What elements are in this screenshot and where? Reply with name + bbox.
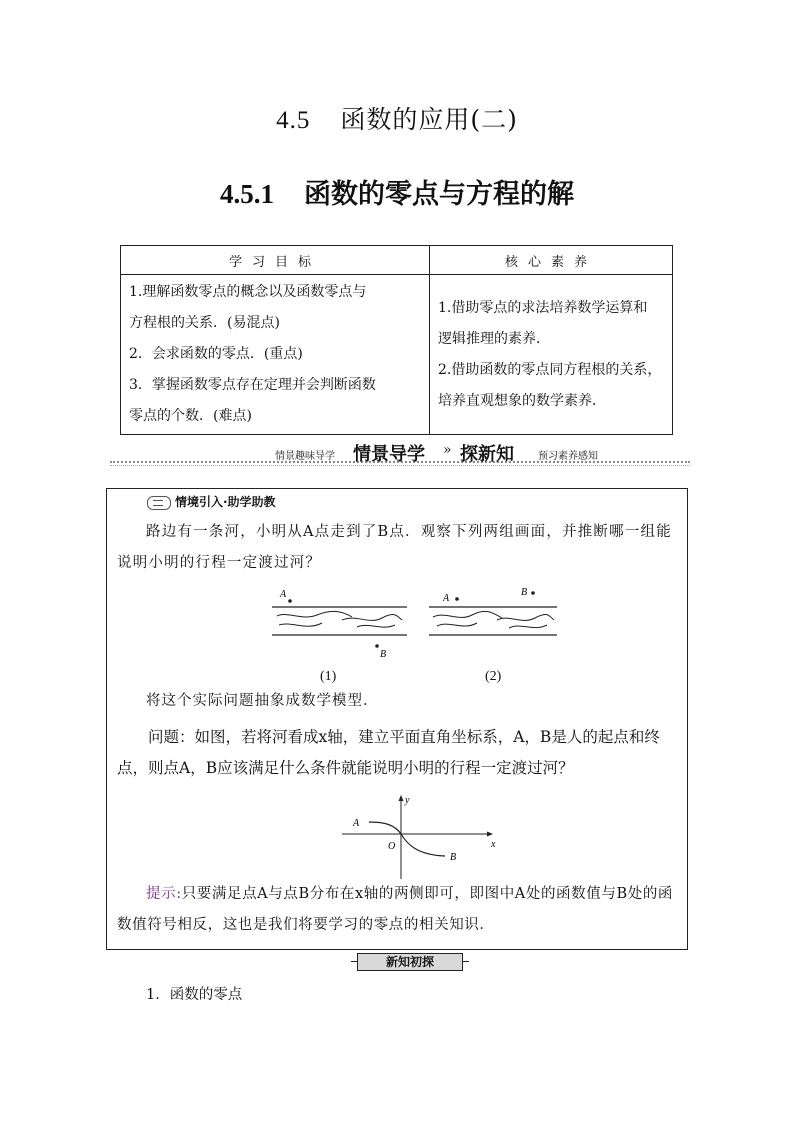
y-axis-arrow-icon [399, 795, 404, 801]
figure-2-caption: (2) [485, 669, 502, 684]
goal-line: 1.理解函数零点的概念以及函数零点与 [129, 284, 367, 300]
y-axis-label: y [405, 795, 410, 806]
river-figure-1 [272, 589, 407, 660]
section-name: 函数的零点与方程的解 [304, 179, 574, 210]
x-axis-label: x [491, 839, 496, 850]
point-b-marker [531, 591, 535, 595]
point-a-label: A [353, 818, 360, 829]
goal-line: 零点的个数．(难点) [129, 408, 252, 424]
section-banner [110, 440, 690, 466]
literacy-line: 1.借助零点的求法培养数学运算和 [438, 299, 648, 316]
chapter-number: 4.5 [276, 107, 311, 134]
point-a-marker [455, 597, 459, 601]
river-wave [433, 611, 502, 618]
goal-line: 方程根的关系．(易混点) [129, 315, 280, 331]
coordinate-graph [107, 789, 687, 889]
point-a-label: A [443, 593, 450, 604]
river-figure-2 [429, 587, 557, 635]
x-axis-arrow-icon [487, 832, 493, 837]
chapter-title [0, 100, 794, 136]
core-literacy-cell [430, 275, 673, 435]
function-curve [369, 822, 445, 856]
hint-paragraph [117, 879, 681, 941]
new-knowledge-tag: 新知初探 [357, 953, 463, 971]
banner-arrow-icon: » [443, 442, 452, 458]
goals-header-literacy: 核心素养 [430, 246, 673, 275]
point-a-marker [288, 599, 292, 603]
figure-1-caption: (1) [320, 669, 337, 684]
literacy-line: 逻辑推理的素养． [438, 330, 550, 347]
chapter-name: 函数的应用(二) [340, 105, 518, 134]
origin-label: O [388, 841, 396, 852]
model-paragraph: 将这个实际问题抽象成数学模型． [146, 693, 379, 709]
list-item-zero-point: 1．函数的零点 [146, 987, 243, 1003]
banner-title: 情景导学 [353, 444, 425, 465]
point-b-label: B [380, 649, 387, 660]
badge-label: 情境引入·助学助教 [175, 495, 276, 509]
scenario-paragraph: 路边有一条河，小明从A点走到了B点．观察下列两组画面，并推断哪一组能说明小明的行程一定渡过河？ [117, 524, 672, 571]
point-b-marker [375, 644, 379, 648]
river-wave [357, 625, 395, 627]
goal-line: 3．掌握函数零点存在定理并会判断函数 [129, 377, 376, 393]
point-b-label: B [450, 852, 457, 863]
river-wave [497, 614, 554, 620]
banner-left-subtitle: 情景趣味导学 [275, 451, 335, 462]
river-wave [437, 623, 477, 626]
point-a-label: A [280, 589, 287, 600]
point-b-label: B [521, 587, 528, 598]
hint-text: 只要满足点A与点B分布在x轴的两侧即可，即图中A处的函数值与B处的函数值符号相反，这也是我们将要学习的零点的相关知识． [117, 886, 674, 933]
goal-line: 2．会求函数的零点．(重点) [129, 346, 303, 362]
section-number: 4.5.1 [220, 179, 274, 209]
river-wave [277, 611, 352, 617]
banner-right-subtitle: 预习素养感知 [538, 451, 598, 462]
literacy-line: 培养直观想象的数学素养． [438, 392, 606, 409]
goals-header-learning: 学习目标 [121, 246, 430, 275]
river-figures [107, 489, 687, 669]
goals-table [120, 245, 673, 435]
river-wave [279, 623, 322, 626]
literacy-line: 2.借助函数的零点同方程根的关系， [438, 361, 662, 378]
learning-goals-cell [121, 275, 430, 435]
river-wave [342, 614, 402, 620]
river-wave [509, 625, 547, 628]
hint-label: 提示: [146, 886, 182, 902]
section-title [0, 172, 794, 211]
scenario-box [106, 488, 688, 950]
question-paragraph: 问题：如图，若将河看成x轴，建立平面直角坐标系，A，B是人的起点和终点，则点A，B应该满足什么条件就能说明小明的行程一定渡过河？ [117, 728, 660, 777]
banner-title-2: 探新知 [460, 444, 514, 465]
